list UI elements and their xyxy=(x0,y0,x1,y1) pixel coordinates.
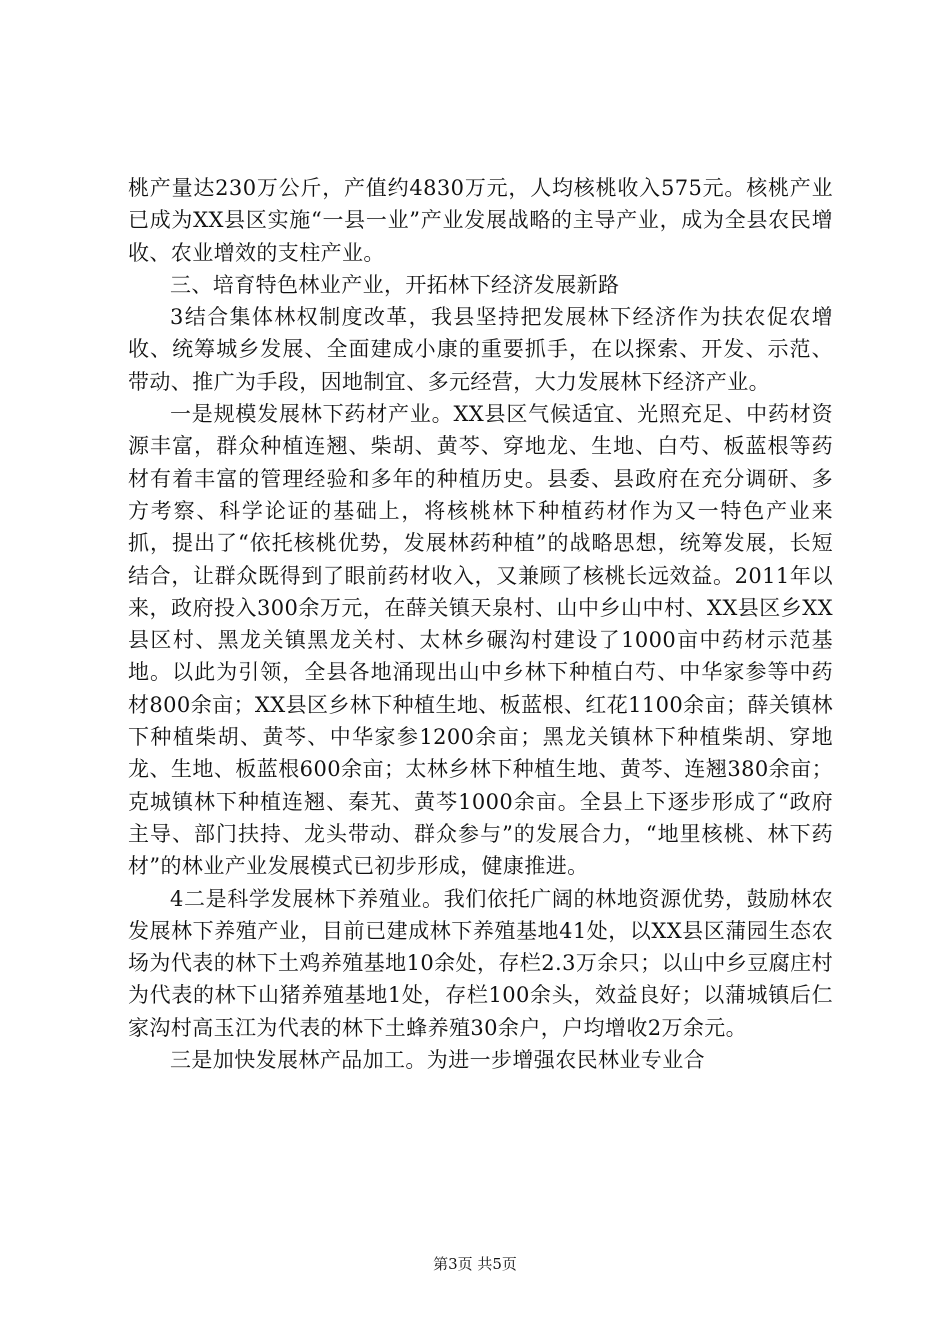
document-body xyxy=(128,172,833,1076)
paragraph-1: 桃产量达230万公斤，产值约4830万元，人均核桃收入575元。核桃产业已成为XX县区实施“一县一业”产业发展战略的主导产业，成为全县农民增收、农业增效的支柱产业。 xyxy=(128,176,833,265)
section-heading-3: 三、培育特色林业产业，开拓林下经济发展新路 xyxy=(170,272,620,297)
paragraph-3: 3结合集体林权制度改革，我县坚持把发展林下经济作为扶农促农增收、统筹城乡发展、全面建成小康的重要抓手，在以探索、开发、示范、带动、推广为手段，因地制宜、多元经营，大力发展林下经济产业。 xyxy=(128,305,833,394)
paragraph-5: 4二是科学发展林下养殖业。我们依托广阔的林地资源优势，鼓励林农发展林下养殖产业，目前已建成林下养殖基地41处，以XX县区蒲园生态农场为代表的林下土鸡养殖基地10余处，存栏2.3万余只；以山中乡豆腐庄村为代表的林下山猪养殖基地1处，存栏100余头，效益良好；以蒲城镇后仁家沟村高玉江为代表的林下土蜂养殖30余户，户均增收2万余元。 xyxy=(128,886,833,1040)
paragraph-4: 一是规模发展林下药材产业。XX县区气候适宜、光照充足、中药材资源丰富，群众种植连翘、柴胡、黄芩、穿地龙、生地、白芍、板蓝根等药材有着丰富的管理经验和多年的种植历史。县委、县政府在充分调研、多方考察、科学论证的基础上，将核桃林下种植药材作为又一特色产业来抓，提出了“依托核桃优势，发展林药种植”的战略思想，统筹发展，长短结合，让群众既得到了眼前药材收入，又兼顾了核桃长远效益。2011年以来，政府投入300余万元，在薛关镇天泉村、山中乡山中村、XX县区乡XX县区村、黑龙关镇黑龙关村、太林乡碾沟村建设了1000亩中药材示范基地。以此为引领，全县各地涌现出山中乡林下种植白芍、中华家参等中药材800余亩；XX县区乡林下种植生地、板蓝根、红花1100余亩；薛关镇林下种植柴胡、黄芩、中华家参1200余亩；黑龙关镇林下种植柴胡、穿地龙、生地、板蓝根600余亩；太林乡林下种植生地、黄芩、连翘380余亩；克城镇林下种植连翘、秦艽、黄芩1000余亩。全县上下逐步形成了“政府主导、部门扶持、龙头带动、群众参与”的发展合力，“地里核桃、林下药材”的林业产业发展模式已初步形成，健康推进。 xyxy=(128,402,833,879)
paragraph-6: 三是加快发展林产品加工。为进一步增强农民林业专业合 xyxy=(170,1048,705,1073)
page-number-footer: 第3页 共5页 xyxy=(433,1255,517,1273)
